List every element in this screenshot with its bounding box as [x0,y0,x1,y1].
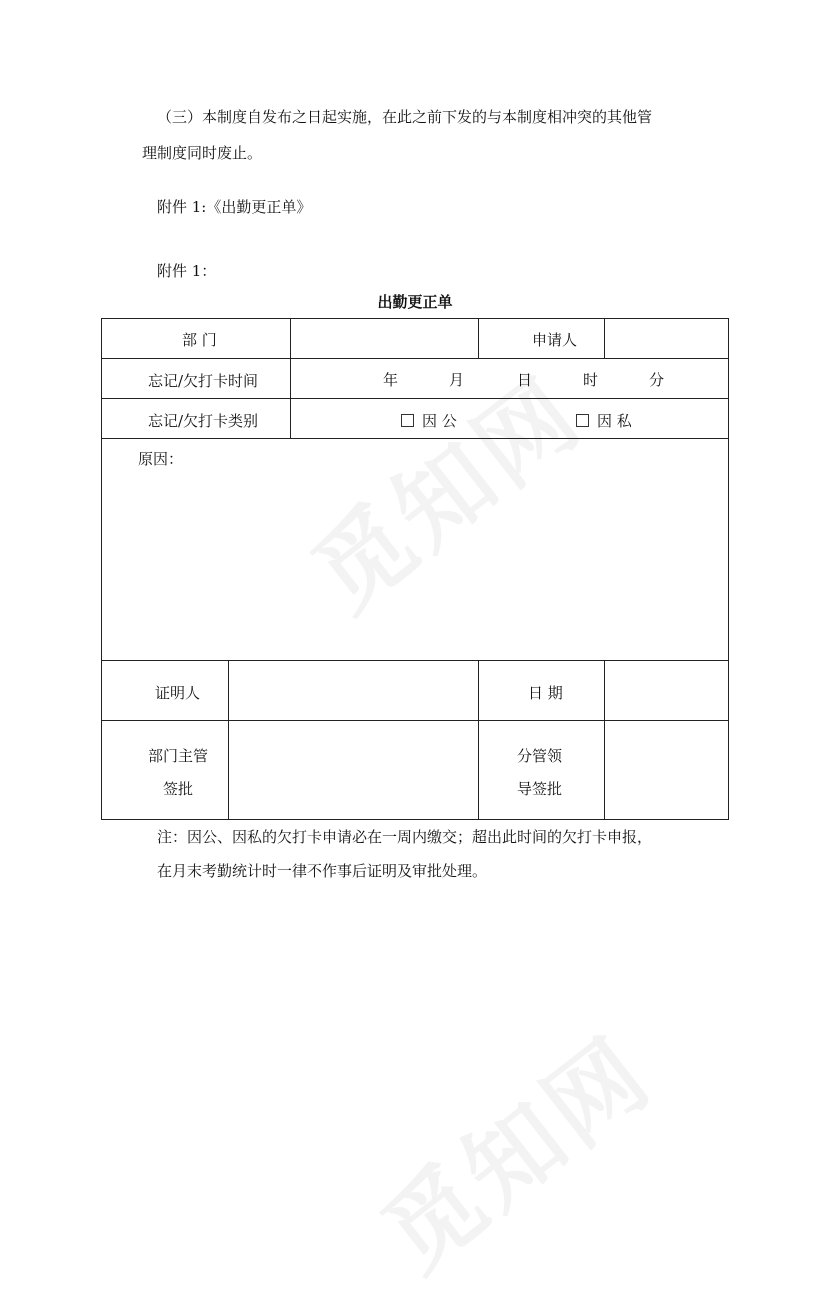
row-divider [101,398,729,399]
personal-option-label: 因 私 [597,412,632,430]
applicant-label: 申请人 [532,331,578,349]
business-option-label: 因 公 [422,412,457,430]
leader-label-line2: 导签批 [517,780,563,798]
attachment-reference: 附件 1:《出勤更正单》 [157,198,312,216]
leader-label-line1: 分管领 [517,747,563,765]
personal-option[interactable] [576,410,632,431]
reason-field[interactable] [102,470,728,658]
dept-head-label-line1: 部门主管 [148,747,209,765]
dept-head-label-line2: 签批 [163,780,194,798]
month-unit: 月 [449,371,465,389]
missed-time-field[interactable] [291,359,728,397]
col-divider [478,318,479,358]
checkbox-business[interactable] [401,414,414,427]
department-label: 部 门 [182,331,217,349]
checkbox-personal[interactable] [576,414,589,427]
business-option[interactable] [401,410,457,431]
missed-type-label: 忘记/欠打卡类别 [148,412,259,430]
date-field[interactable] [605,661,728,719]
clause-line-1: （三）本制度自发布之日起实施，在此之前下发的与本制度相冲突的其他管 [157,108,653,126]
witness-label: 证明人 [155,684,201,702]
minute-unit: 分 [649,371,665,389]
witness-field[interactable] [229,661,477,719]
leader-signature-field[interactable] [605,721,728,819]
missed-time-label: 忘记/欠打卡时间 [148,372,259,390]
attachment-heading: 附件 1： [157,262,217,280]
note-line-2: 在月末考勤统计时一律不作事后证明及审批处理。 [157,862,488,880]
department-field[interactable] [291,319,477,357]
clause-line-2: 理制度同时废止。 [142,144,263,162]
reason-label: 原因： [138,450,184,468]
col-divider [478,660,479,820]
form-title: 出勤更正单 [377,293,453,311]
year-unit: 年 [383,371,399,389]
applicant-field[interactable] [605,319,728,357]
row-divider [101,438,729,439]
day-unit: 日 [517,371,533,389]
watermark-bottom [350,1000,675,1296]
dept-head-signature-field[interactable] [229,721,477,819]
date-label: 日 期 [528,684,563,702]
hour-unit: 时 [583,371,599,389]
note-line-1: 注：因公、因私的欠打卡申请必在一周内缴交；超出此时间的欠打卡申报， [157,828,653,846]
